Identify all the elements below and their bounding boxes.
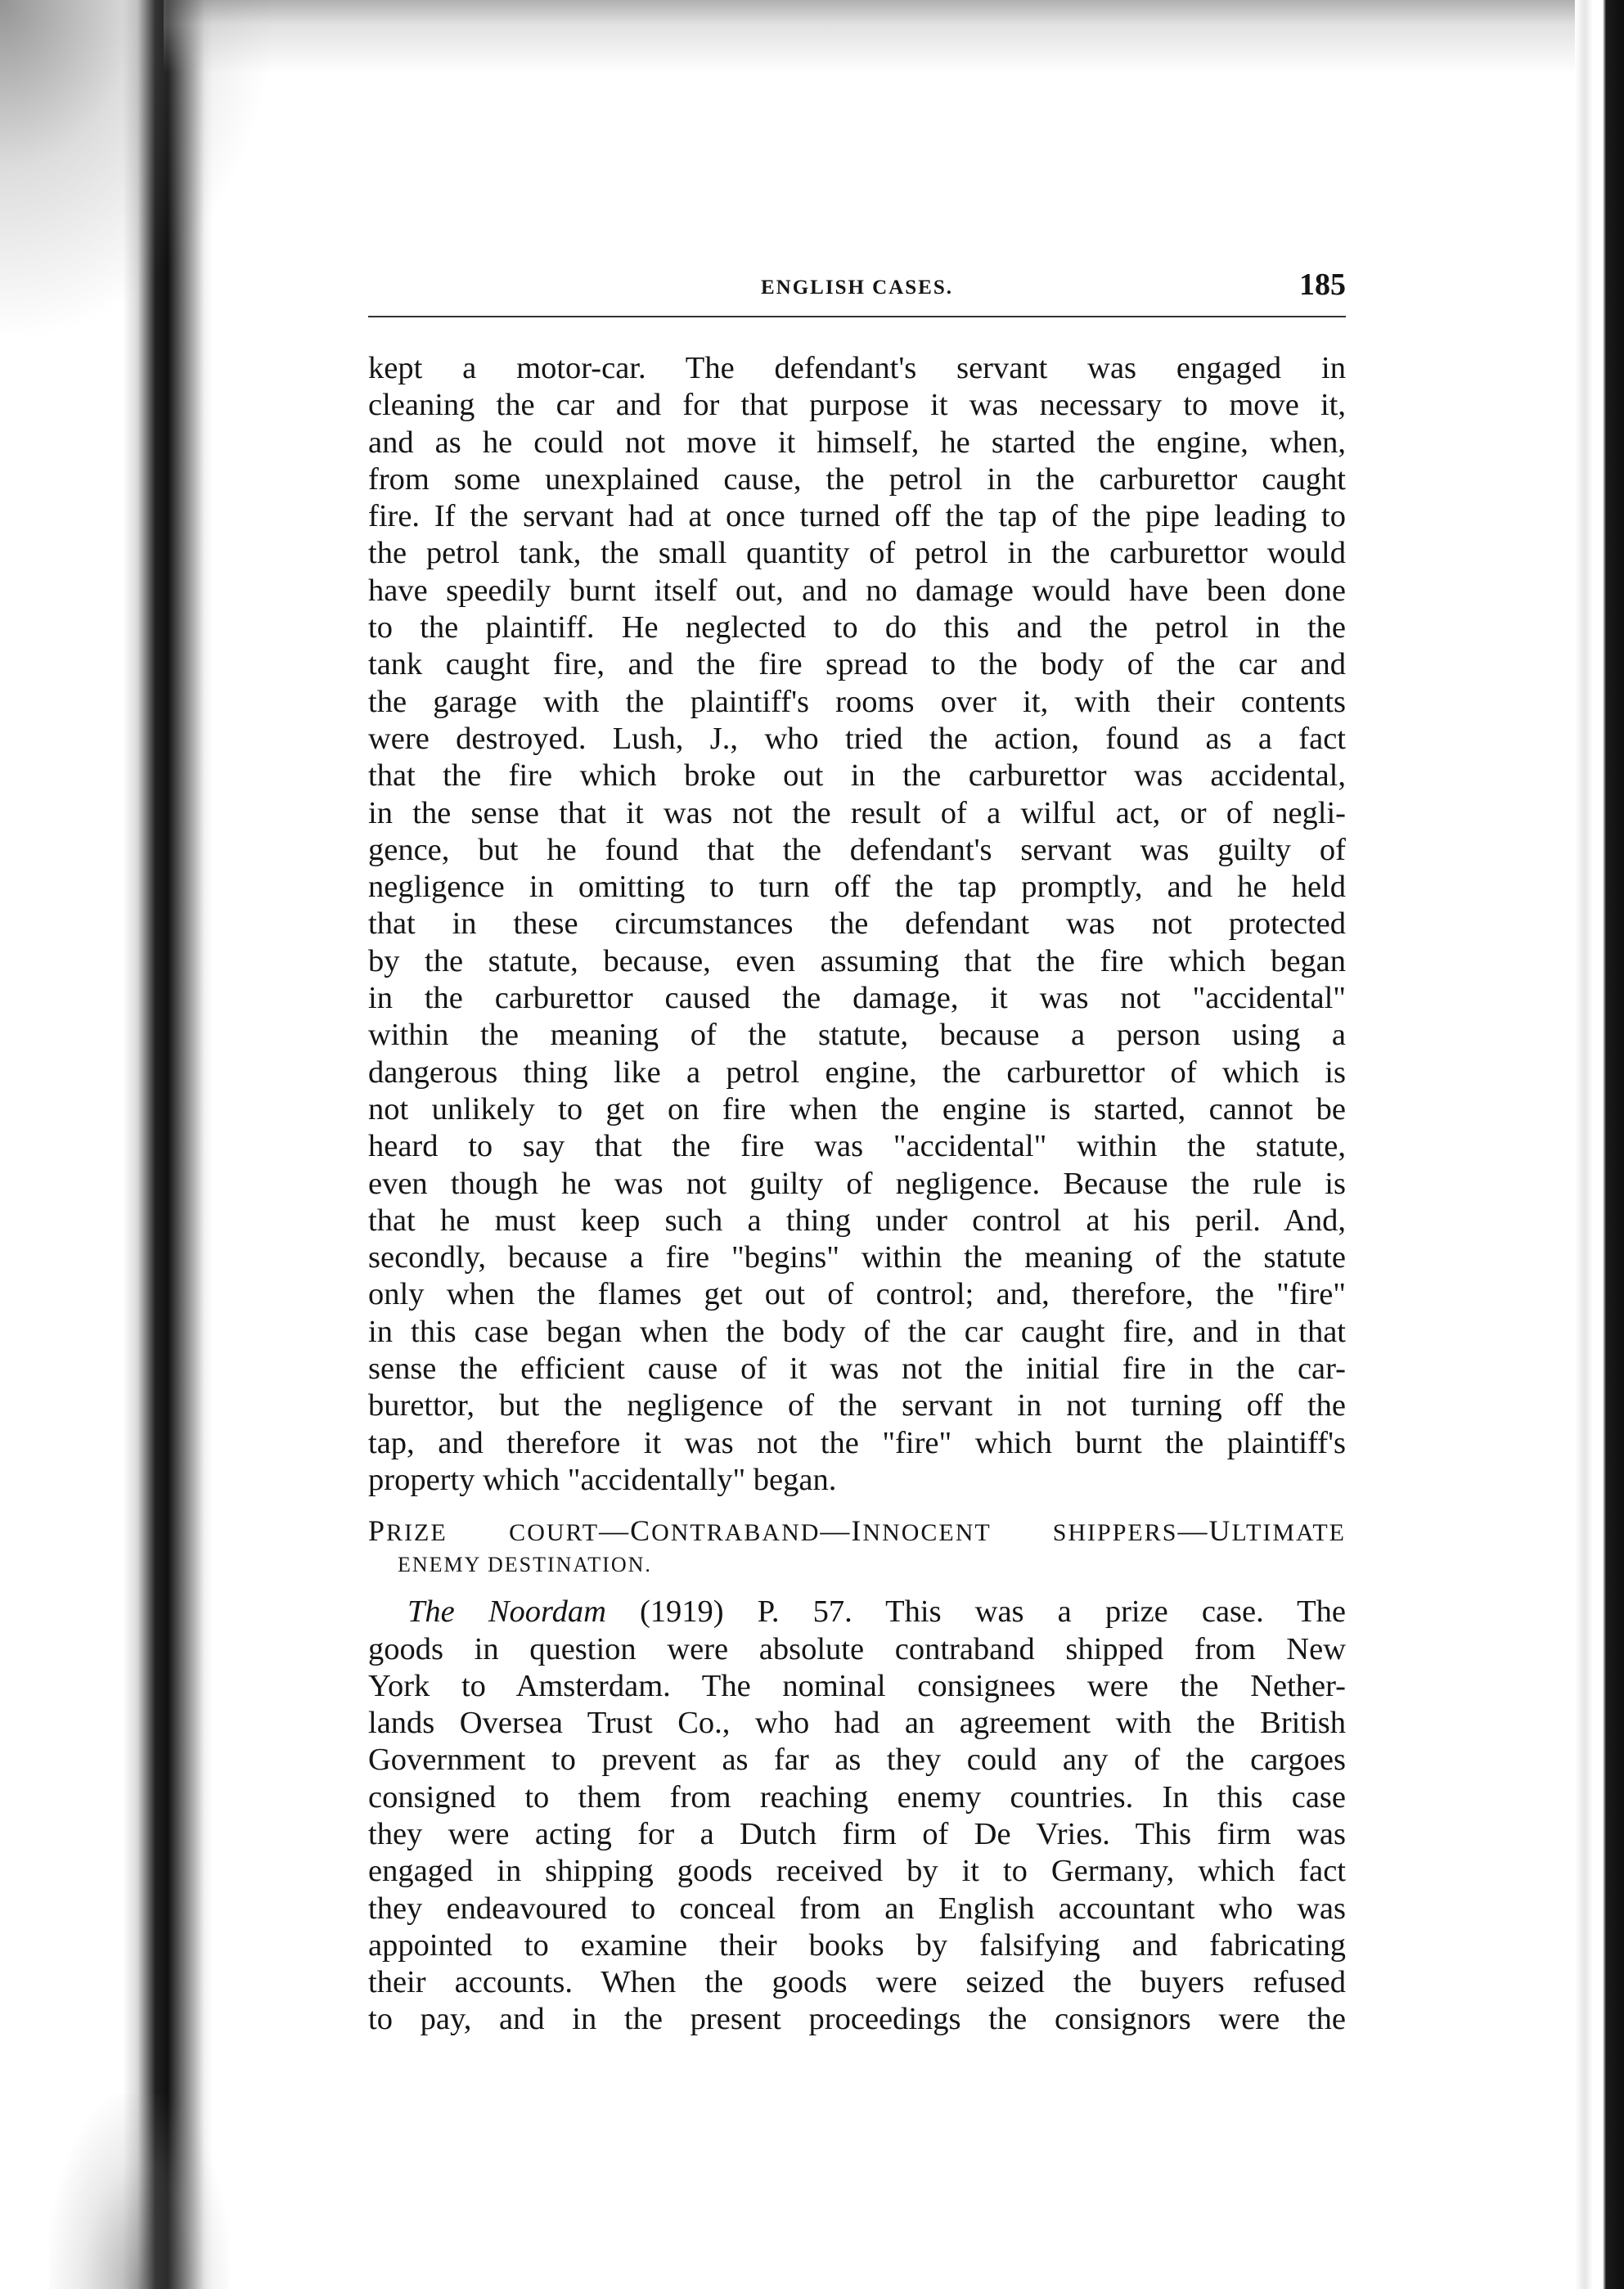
scan-bottom-shadow: [49, 2094, 229, 2289]
text-line: from some unexplained cause, the petrol in the carburettor caught: [368, 461, 1346, 497]
text-line: The Noordam (1919) P. 57. This was a prize case. The: [407, 1594, 1346, 1630]
text-line: engaged in shipping goods received by it to Germany, which fact: [368, 1854, 1346, 1889]
case-name: The Noordam: [407, 1594, 606, 1630]
text-line: secondly, because a fire "begins" within the meaning of the statute: [368, 1240, 1346, 1275]
text-line: that the fire which broke out in the carburettor was accidental,: [368, 758, 1346, 794]
text-line: York to Amsterdam. The nominal consignees were the Nether-: [368, 1668, 1346, 1703]
running-head: [368, 262, 1346, 311]
text-line: the garage with the plaintiff's rooms over it, with their contents: [368, 684, 1346, 719]
text-line: sense the efficient cause of it was not the initial fire in the car-: [368, 1351, 1346, 1387]
text-line: they were acting for a Dutch firm of De Vries. This firm was: [368, 1816, 1346, 1851]
text-line: and as he could not move it himself, he started the engine, when,: [368, 425, 1346, 460]
text-line: burettor, but the negligence of the servant in not turning off the: [368, 1388, 1346, 1423]
page-number: 185: [1299, 268, 1346, 302]
body-text: [368, 350, 1346, 2039]
section-heading-line-2: ENEMY DESTINATION.: [398, 1553, 652, 1577]
section-heading: [368, 1513, 1346, 1582]
text-line: that he must keep such a thing under control at his peril. And,: [368, 1203, 1346, 1238]
scan-top-shadow: [164, 0, 1624, 74]
text-line: not unlikely to get on fire when the engine is started, cannot be: [368, 1091, 1346, 1127]
paragraph-1: [368, 350, 1346, 1499]
text-line: tank caught fire, and the fire spread to the body of the car and: [368, 647, 1346, 682]
text-line: by the statute, because, even assuming that the fire which began: [368, 943, 1346, 978]
text-line: to the plaintiff. He neglected to do this and the petrol in the: [368, 610, 1346, 645]
text-line: only when the flames get out of control; and, therefore, the "fire": [368, 1277, 1346, 1312]
text-line: their accounts. When the goods were seized the buyers refused: [368, 1965, 1346, 2000]
book-page: [368, 262, 1346, 2242]
running-title: ENGLISH CASES.: [760, 277, 954, 299]
text-line: heard to say that the fire was "accidental" within the statute,: [368, 1129, 1346, 1164]
text-line: in the carburettor caused the damage, it was not "accidental": [368, 981, 1346, 1016]
text-line: Government to prevent as far as they could any of the cargoes: [368, 1743, 1346, 1778]
text-line: the petrol tank, the small quantity of petrol in the carburettor would: [368, 536, 1346, 571]
text-line: even though he was not guilty of negligence. Because the rule is: [368, 1166, 1346, 1201]
text-line: property which "accidentally" began.: [368, 1462, 837, 1497]
text-line: that in these circumstances the defendant was not protected: [368, 906, 1346, 942]
text-line: to pay, and in the present proceedings the consignors were the: [368, 2002, 1346, 2037]
paragraph-2: [368, 1594, 1346, 2039]
text-line: dangerous thing like a petrol engine, the carburettor of which is: [368, 1055, 1346, 1090]
text-line: goods in question were absolute contraband shipped from New: [368, 1631, 1346, 1666]
text-line: negligence in omitting to turn off the tap promptly, and he held: [368, 870, 1346, 905]
header-rule: [368, 316, 1346, 317]
text-line: appointed to examine their books by falsifying and fabricating: [368, 1927, 1346, 1963]
text-line: within the meaning of the statute, because a person using a: [368, 1018, 1346, 1053]
text-line: they endeavoured to conceal from an English accountant who was: [368, 1891, 1346, 1926]
section-heading-line-1: PRIZE COURT—CONTRABAND—INNOCENT SHIPPERS—ULTIMATE: [368, 1514, 1346, 1548]
text-line: were destroyed. Lush, J., who tried the action, found as a fact: [368, 721, 1346, 756]
text-line: in the sense that it was not the result of a wilful act, or of negli-: [368, 795, 1346, 830]
text-line: have speedily burnt itself out, and no damage would have been done: [368, 573, 1346, 608]
text-line: lands Oversea Trust Co., who had an agreement with the British: [368, 1706, 1346, 1741]
text-line: in this case began when the body of the car caught fire, and in that: [368, 1314, 1346, 1349]
text-line: consigned to them from reaching enemy countries. In this case: [368, 1779, 1346, 1815]
text-line: fire. If the servant had at once turned off the tap of the pipe leading to: [368, 499, 1346, 534]
text-line: cleaning the car and for that purpose it was necessary to move it,: [368, 388, 1346, 423]
scan-right-edge: [1575, 0, 1624, 2289]
text-line: gence, but he found that the defendant's servant was guilty of: [368, 832, 1346, 867]
text-line: kept a motor-car. The defendant's servant was engaged in: [368, 351, 1346, 385]
text-line: tap, and therefore it was not the "fire" which burnt the plaintiff's: [368, 1425, 1346, 1460]
